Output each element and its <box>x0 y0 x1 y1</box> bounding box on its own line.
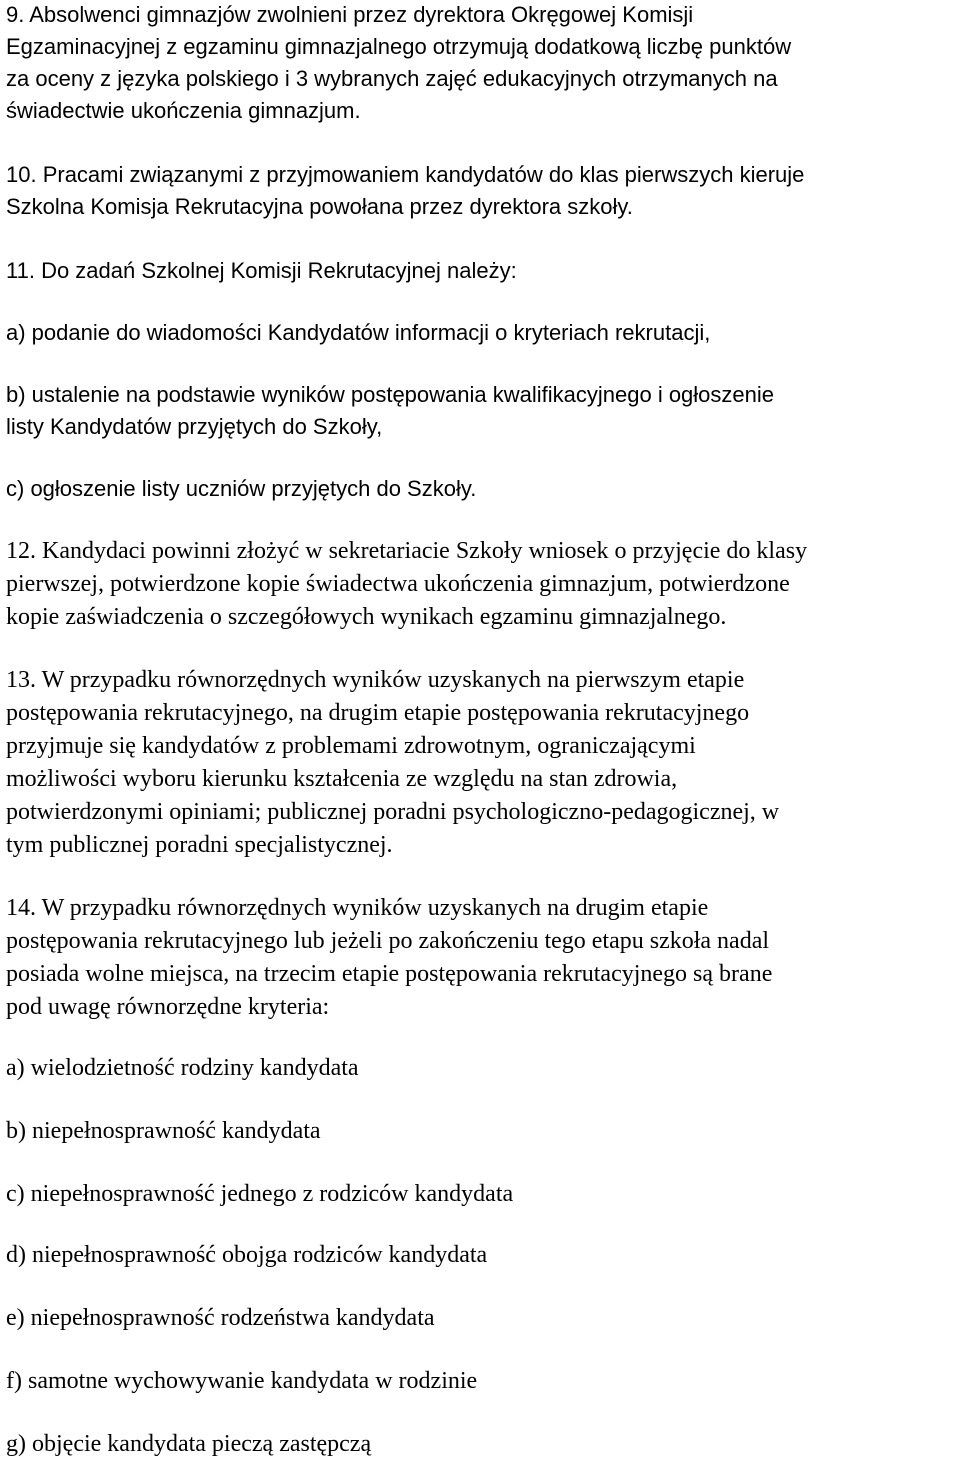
list-item-continuation: listy Kandydatów przyjętych do Szkoły, <box>6 414 383 439</box>
list-item: b) ustalenie na podstawie wyników postępowania kwalifikacyjnego i ogłoszenie <box>6 382 775 407</box>
criteria-item: a) wielodzietność rodziny kandydata <box>6 1055 359 1081</box>
paragraph-line: 12. Kandydaci powinni złożyć w sekretariacie Szkoły wniosek o przyjęcie do klasy <box>6 538 808 564</box>
paragraph-line: postępowania rekrutacyjnego lub jeżeli po zakończeniu tego etapu szkoła nadal <box>6 928 770 954</box>
paragraph-line: tym publicznej poradni specjalistycznej. <box>6 832 393 858</box>
criteria-item: b) niepełnosprawność kandydata <box>6 1118 321 1144</box>
paragraph-line: potwierdzonymi opiniami; publicznej poradni psychologiczno-pedagogicznej, w <box>6 799 780 825</box>
paragraph-line: Szkolna Komisja Rekrutacyjna powołana przez dyrektora szkoły. <box>6 194 633 219</box>
paragraph-line: pierwszej, potwierdzone kopie świadectwa ukończenia gimnazjum, potwierdzone <box>6 571 790 597</box>
paragraph-line: 10. Pracami związanymi z przyjmowaniem kandydatów do klas pierwszych kieruje <box>6 162 805 187</box>
paragraph-line: 9. Absolwenci gimnazjów zwolnieni przez dyrektora Okręgowej Komisji <box>6 2 694 27</box>
paragraph-line: kopie zaświadczenia o szczegółowych wynikach egzaminu gimnazjalnego. <box>6 604 727 630</box>
paragraph-line: postępowania rekrutacyjnego, na drugim etapie postępowania rekrutacyjnego <box>6 700 750 726</box>
paragraph-line: Egzaminacyjnej z egzaminu gimnazjalnego otrzymują dodatkową liczbę punktów <box>6 34 792 59</box>
criteria-item: f) samotne wychowywanie kandydata w rodzinie <box>6 1368 478 1394</box>
paragraph-line: przyjmuje się kandydatów z problemami zdrowotnym, ograniczającymi <box>6 733 696 759</box>
paragraph-line: świadectwie ukończenia gimnazjum. <box>6 98 361 123</box>
list-item: c) ogłoszenie listy uczniów przyjętych do Szkoły. <box>6 476 477 501</box>
paragraph-line: za oceny z języka polskiego i 3 wybranych zajęć edukacyjnych otrzymanych na <box>6 66 778 91</box>
criteria-item: g) objęcie kandydata pieczą zastępczą <box>6 1431 372 1457</box>
paragraph-line: posiada wolne miejsca, na trzecim etapie postępowania rekrutacyjnego są brane <box>6 961 773 987</box>
list-item: a) podanie do wiadomości Kandydatów informacji o kryteriach rekrutacji, <box>6 320 711 345</box>
criteria-item: e) niepełnosprawność rodzeństwa kandydata <box>6 1305 435 1331</box>
criteria-item: c) niepełnosprawność jednego z rodziców kandydata <box>6 1181 514 1207</box>
section-heading: 11. Do zadań Szkolnej Komisji Rekrutacyjnej należy: <box>6 258 517 283</box>
paragraph-line: 14. W przypadku równorzędnych wyników uzyskanych na drugim etapie <box>6 895 709 921</box>
paragraph-line: możliwości wyboru kierunku kształcenia ze względu na stan zdrowia, <box>6 766 678 792</box>
criteria-item: d) niepełnosprawność obojga rodziców kandydata <box>6 1242 488 1268</box>
paragraph-line: pod uwagę równorzędne kryteria: <box>6 994 330 1020</box>
paragraph-line: 13. W przypadku równorzędnych wyników uzyskanych na pierwszym etapie <box>6 667 745 693</box>
